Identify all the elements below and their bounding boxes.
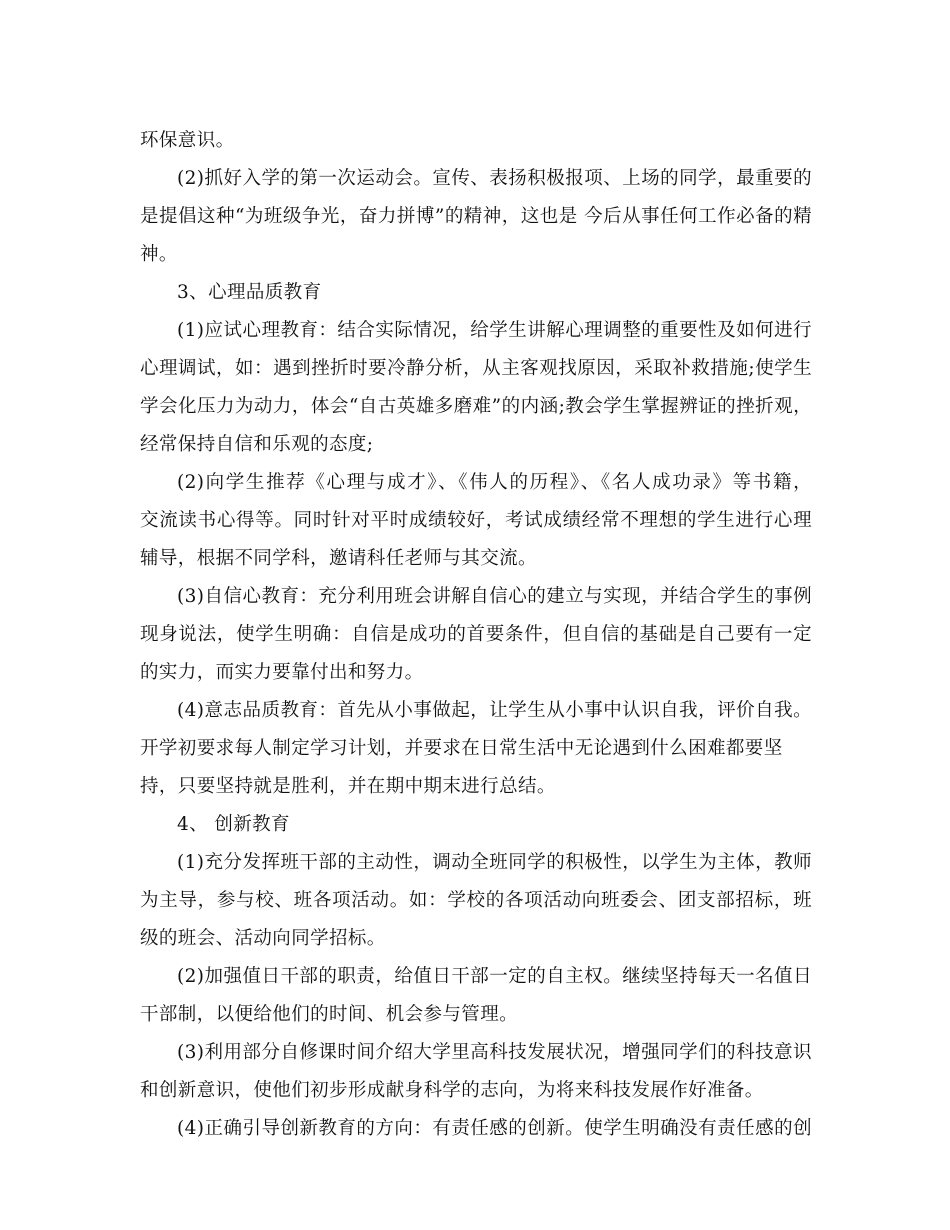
text-line: 4、 创新教育 xyxy=(177,814,290,835)
text-line: 级的班会、活动向同学招标。 xyxy=(140,928,386,949)
text-line: (2)向学生推荐《心理与成才》、《伟人的历程》、《名人成功录》等书籍， xyxy=(177,472,812,493)
text-line: 为主导，参与校、班各项活动。如：学校的各项活动向班委会、团支部招标，班 xyxy=(140,890,812,911)
text-line: 经常保持自信和乐观的态度; xyxy=(140,434,374,455)
text-line: 环保意识。 xyxy=(140,130,235,151)
text-line: (4)正确引导创新教育的方向：有责任感的创新。使学生明确没有责任感的创 xyxy=(177,1118,812,1139)
text-line: 持，只要坚持就是胜利，并在期中期末进行总结。 xyxy=(140,776,556,797)
text-line: (2)加强值日干部的职责，给值日干部一定的自主权。继续坚持每天一名值日 xyxy=(177,966,812,987)
text-line: 和创新意识，使他们初步形成献身科学的志向，为将来科技发展作好准备。 xyxy=(140,1080,764,1101)
text-line: (1)应试心理教育：结合实际情况，给学生讲解心理调整的重要性及如何进行 xyxy=(177,320,812,341)
text-line: 辅导，根据不同学科，邀请科任老师与其交流。 xyxy=(140,548,537,569)
text-line: 开学初要求每人制定学习计划，并要求在日常生活中无论遇到什么困难都要坚 xyxy=(140,738,783,759)
text-line: (3)利用部分自修课时间介绍大学里高科技发展状况，增强同学们的科技意识 xyxy=(177,1042,812,1063)
text-line: (3)自信心教育：充分利用班会讲解自信心的建立与实现，并结合学生的事例 xyxy=(177,586,812,607)
text-line: (4)意志品质教育：首先从小事做起，让学生从小事中认识自我，评价自我。 xyxy=(177,700,812,721)
text-line: 3、心理品质教育 xyxy=(177,282,322,303)
text-line: 是提倡这种“为班级争光，奋力拼博”的精神，这也是 今后从事任何工作必备的精 xyxy=(140,206,812,227)
document-page xyxy=(140,122,812,1148)
text-line: 神。 xyxy=(140,244,178,265)
text-line: 学会化压力为动力，体会“自古英雄多磨难”的内涵;教会学生掌握辨证的挫折观， xyxy=(140,396,812,417)
text-line: (1)充分发挥班干部的主动性，调动全班同学的积极性，以学生为主体，教师 xyxy=(177,852,812,873)
text-line: 交流读书心得等。同时针对平时成绩较好，考试成绩经常不理想的学生进行心理 xyxy=(140,510,812,531)
text-line: 干部制，以便给他们的时间、机会参与管理。 xyxy=(140,1004,519,1025)
text-line: 的实力，而实力要靠付出和努力。 xyxy=(140,662,424,683)
text-line: (2)抓好入学的第一次运动会。宣传、表扬积极报项、上场的同学，最重要的 xyxy=(177,168,812,189)
text-line: 现身说法，使学生明确：自信是成功的首要条件，但自信的基础是自己要有一定 xyxy=(140,624,812,645)
text-line: 心理调试，如：遇到挫折时要冷静分析，从主客观找原因，采取补救措施;使学生 xyxy=(140,358,812,379)
